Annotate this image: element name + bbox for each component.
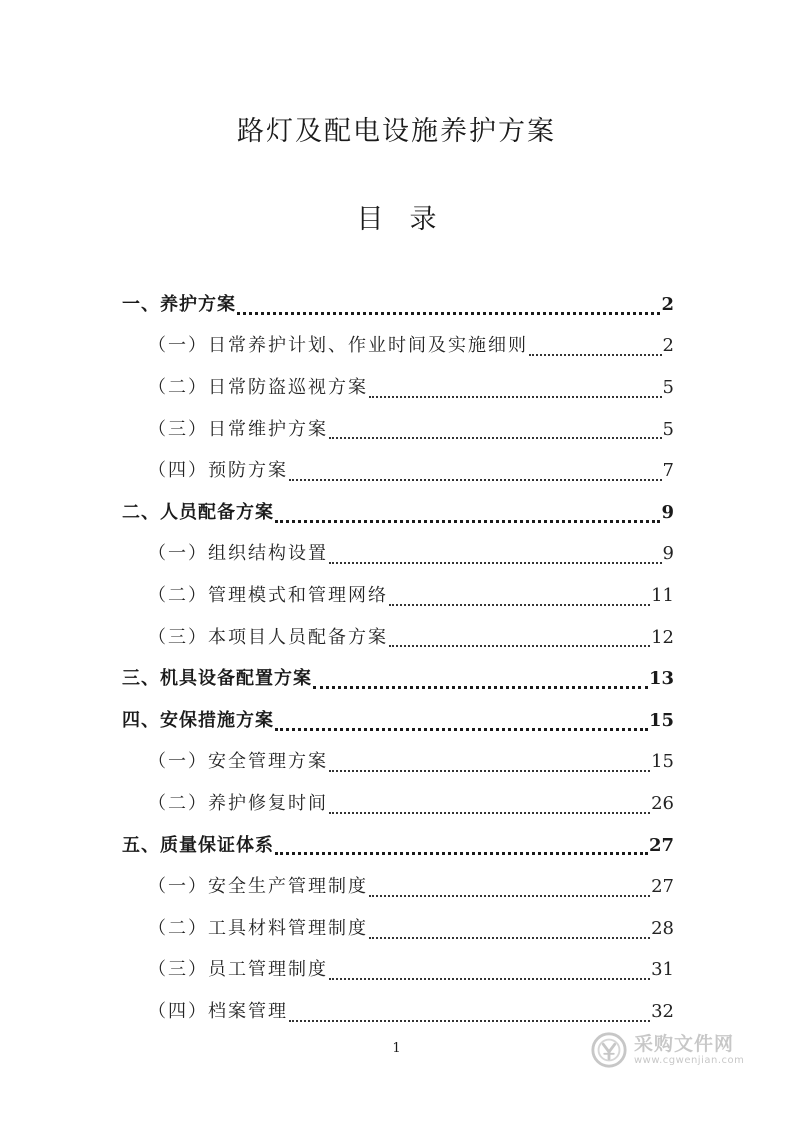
toc-chapter-entry[interactable]	[122, 284, 674, 326]
cgwenjian-logo-icon	[590, 1031, 628, 1069]
toc-dot-leader	[313, 685, 648, 689]
toc-entry-page-number: 31	[651, 959, 674, 981]
toc-dot-leader	[369, 936, 650, 939]
toc-entry-label: （四）档案管理	[148, 1000, 288, 1022]
toc-dot-leader	[289, 1019, 650, 1022]
toc-dot-leader	[329, 811, 650, 814]
toc-entry-label: （二）管理模式和管理网络	[148, 584, 388, 606]
toc-section-entry[interactable]	[122, 450, 674, 492]
toc-section-entry[interactable]	[122, 534, 674, 576]
toc-entry-page-number: 13	[648, 668, 674, 690]
toc-entry-label: 四、安保措施方案	[122, 709, 274, 731]
toc-dot-leader	[289, 478, 662, 481]
toc-entry-label: 二、人员配备方案	[122, 501, 274, 523]
toc-chapter-entry[interactable]	[122, 658, 674, 700]
watermark-text	[634, 1033, 744, 1067]
toc-dot-leader	[529, 353, 662, 356]
toc-dot-leader	[329, 436, 662, 439]
toc-heading: 目录	[356, 204, 463, 235]
toc-chapter-entry[interactable]	[122, 492, 674, 534]
site-watermark	[590, 1028, 760, 1072]
page-number: 1	[392, 1041, 401, 1056]
toc-section-entry[interactable]	[122, 908, 674, 950]
toc-entry-label: （三）本项目人员配备方案	[148, 626, 388, 648]
toc-entry-page-number: 9	[661, 501, 674, 523]
toc-dot-leader	[389, 644, 650, 647]
toc-entry-page-number: 12	[651, 626, 674, 648]
toc-entry-page-number: 7	[662, 460, 674, 482]
toc-section-entry[interactable]	[122, 575, 674, 617]
toc-section-entry[interactable]	[122, 991, 674, 1033]
toc-entry-label: （三）日常维护方案	[148, 418, 328, 440]
toc-entry-label: （一）日常养护计划、作业时间及实施细则	[148, 335, 528, 357]
toc-entry-label: 五、质量保证体系	[122, 834, 274, 856]
toc-dot-leader	[369, 395, 662, 398]
toc-section-entry[interactable]	[122, 409, 674, 451]
toc-section-entry[interactable]	[122, 866, 674, 908]
toc-entry-label: （一）组织结构设置	[148, 543, 328, 565]
toc-chapter-entry[interactable]	[122, 825, 674, 867]
toc-entry-label: （一）安全生产管理制度	[148, 876, 368, 898]
toc-entry-page-number: 11	[651, 584, 674, 606]
toc-entry-page-number: 15	[648, 709, 674, 731]
toc-section-entry[interactable]	[122, 742, 674, 784]
toc-entry-label: 三、机具设备配置方案	[122, 668, 312, 690]
toc-section-entry[interactable]	[122, 950, 674, 992]
toc-entry-page-number: 2	[662, 335, 674, 357]
toc-dot-leader	[329, 769, 650, 772]
toc-entry-label: （二）养护修复时间	[148, 792, 328, 814]
toc-entry-page-number: 32	[651, 1000, 674, 1022]
toc-section-entry[interactable]	[122, 326, 674, 368]
document-title: 路灯及配电设施养护方案	[237, 116, 556, 147]
toc-section-entry[interactable]	[122, 367, 674, 409]
toc-entry-page-number: 28	[651, 917, 674, 939]
toc-entry-page-number: 26	[651, 792, 674, 814]
toc-dot-leader	[389, 603, 650, 606]
toc-entry-page-number: 5	[662, 418, 674, 440]
toc-section-entry[interactable]	[122, 783, 674, 825]
toc-entry-page-number: 27	[651, 876, 674, 898]
toc-dot-leader	[275, 519, 660, 523]
toc-entry-label: （一）安全管理方案	[148, 751, 328, 773]
toc-section-entry[interactable]	[122, 617, 674, 659]
toc-dot-leader	[275, 851, 648, 855]
toc-dot-leader	[275, 727, 648, 731]
toc-entry-page-number: 27	[648, 834, 674, 856]
toc-entry-label: （三）员工管理制度	[148, 959, 328, 981]
toc-entry-label: （二）日常防盗巡视方案	[148, 376, 368, 398]
toc-dot-leader	[329, 561, 662, 564]
toc-entry-page-number: 15	[651, 751, 674, 773]
table-of-contents	[122, 284, 674, 1033]
watermark-site-url: www.cgwenjian.com	[634, 1055, 745, 1066]
toc-entry-label: （四）预防方案	[148, 460, 288, 482]
toc-entry-page-number: 9	[662, 543, 674, 565]
toc-entry-page-number: 2	[661, 293, 674, 315]
toc-entry-label: （二）工具材料管理制度	[148, 917, 368, 939]
toc-dot-leader	[237, 311, 660, 315]
toc-dot-leader	[329, 977, 650, 980]
toc-entry-label: 一、养护方案	[122, 293, 236, 315]
toc-chapter-entry[interactable]	[122, 700, 674, 742]
watermark-site-name: 采购文件网	[634, 1033, 735, 1055]
toc-entry-page-number: 5	[662, 376, 674, 398]
toc-dot-leader	[369, 894, 650, 897]
